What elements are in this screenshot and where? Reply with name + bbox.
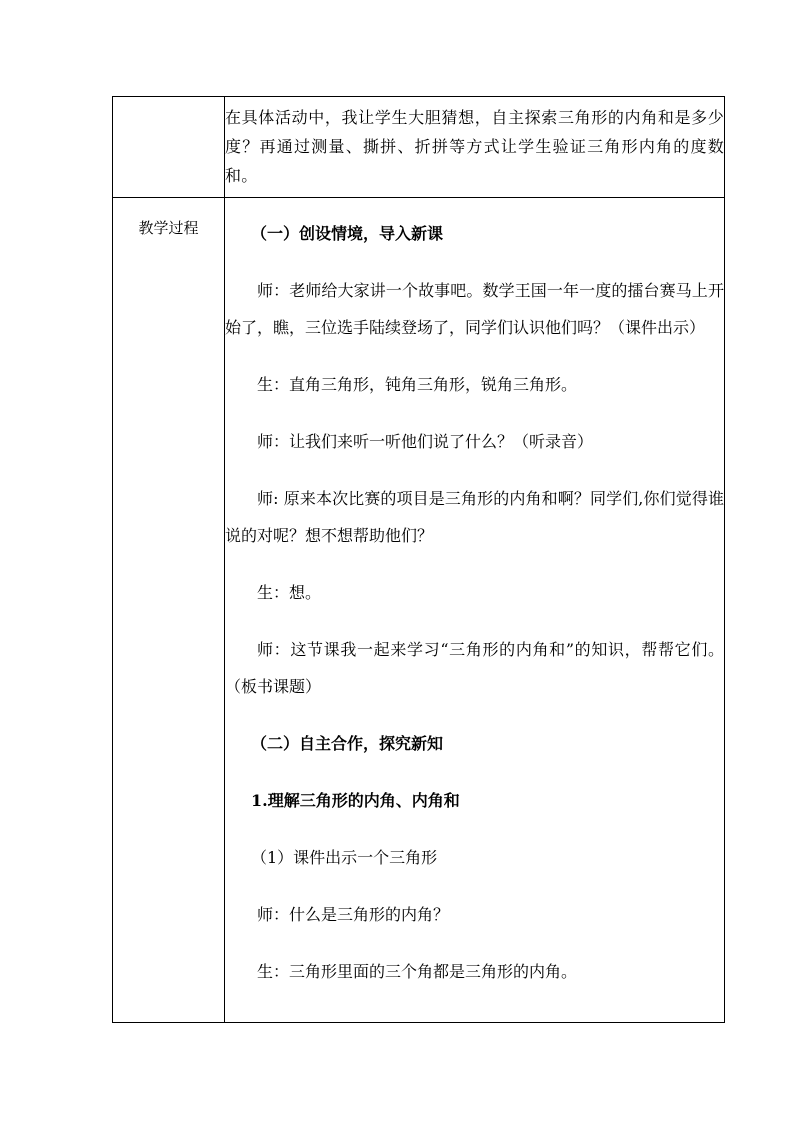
row-label-teaching-process: 教学过程 (113, 198, 225, 1023)
table-row (113, 97, 725, 198)
dialogue-paragraph: 师：让我们来听一听他们说了什么？（听录音） (257, 432, 594, 451)
dialogue-paragraph: 师: 原来本次比赛的项目是三角形的内角和啊？同学们,你们觉得谁说的对呢？想不想帮助他们？ (225, 489, 724, 545)
row-content (225, 97, 725, 198)
section-heading-explore: （二）自主合作，探究新知 (251, 734, 444, 753)
dialogue-paragraph: 生：直角三角形，钝角三角形，锐角三角形。 (257, 375, 578, 394)
dialogue-paragraph: 师：什么是三角形的内角？ (257, 905, 450, 924)
subsection-heading: 1.理解三角形的内角、内角和 (251, 791, 460, 810)
dialogue-paragraph: 师：老师给大家讲一个故事吧。数学王国一年一度的擂台赛马上开始了，瞧，三位选手陆续登场了，同学们认识他们吗？（课件出示） (225, 281, 724, 337)
lesson-plan-table (112, 96, 725, 1023)
table-row (113, 198, 725, 1023)
row-label-empty (113, 97, 225, 198)
section-heading-intro: （一）创设情境，导入新课 (251, 224, 444, 243)
dialogue-paragraph: 师：这节课我一起来学习“三角形的内角和”的知识，帮帮它们。（板书课题） (225, 640, 724, 696)
step-paragraph: （1）课件出示一个三角形 (251, 848, 438, 867)
dialogue-paragraph: 生：想。 (257, 583, 322, 602)
dialogue-paragraph: 生：三角形里面的三个角都是三角形的内角。 (257, 962, 578, 981)
teaching-process-content (225, 198, 725, 1023)
design-intent-text: 在具体活动中，我让学生大胆猜想，自主探索三角形的内角和是多少度？再通过测量、撕拼、折拼等方式让学生验证三角形内角的度数和。 (225, 108, 724, 185)
